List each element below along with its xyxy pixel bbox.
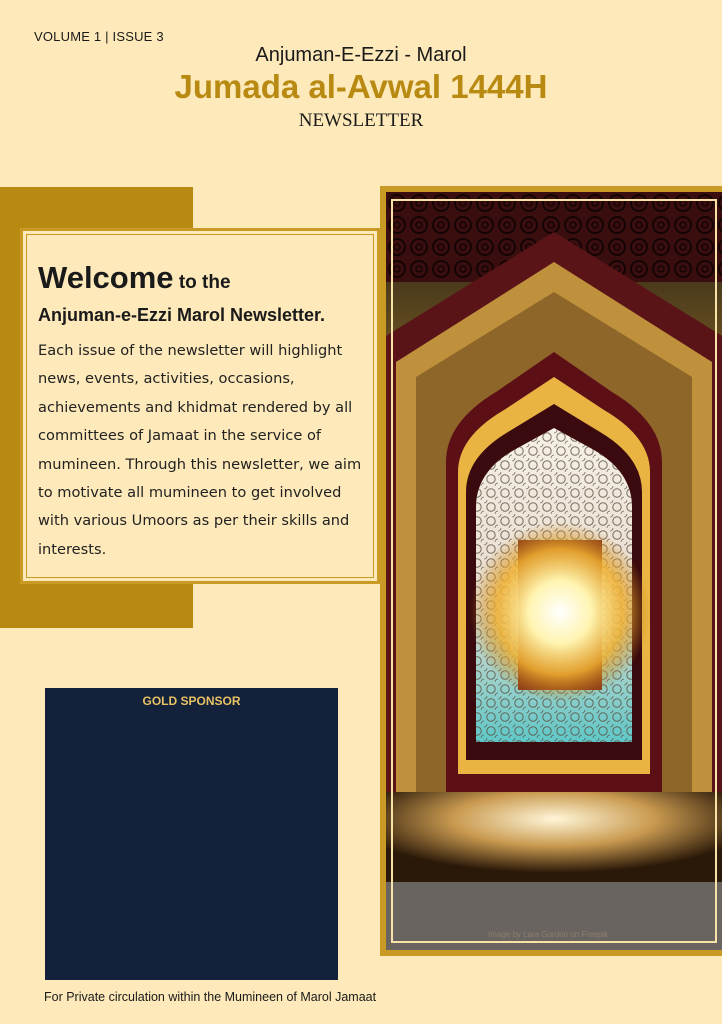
- organization-name: Anjuman-E-Ezzi - Marol: [255, 44, 467, 66]
- welcome-title-small: to the: [173, 272, 231, 293]
- photo-credit: Image by Lara Gordon on Freepik: [488, 930, 609, 939]
- mosque-arch-image: [380, 186, 722, 956]
- newsletter-label: NEWSLETTER: [298, 110, 424, 131]
- sponsor-box: [45, 688, 338, 980]
- welcome-body: Each issue of the newsletter will highlight news, events, activities, occasions, achievements and khidmat rendered by all committees of Jamaat in the service of mumineen. Through this newsletter, we aim to motivate all mumineen to get involved with various Umoors as per their skills and interests.: [38, 342, 362, 558]
- sponsor-label: GOLD SPONSOR: [142, 694, 241, 708]
- footer-note: For Private circulation within the Mumineen of Marol Jamaat: [44, 990, 377, 1004]
- welcome-title-big: Welcome: [38, 260, 174, 295]
- welcome-title: [38, 260, 231, 296]
- month-title: Jumada al-Avwal 1444H: [174, 68, 548, 105]
- welcome-subtitle: Anjuman-e-Ezzi Marol Newsletter.: [38, 305, 326, 325]
- mosque-arch-illustration: [386, 192, 722, 950]
- volume-issue: VOLUME 1 | ISSUE 3: [34, 29, 164, 44]
